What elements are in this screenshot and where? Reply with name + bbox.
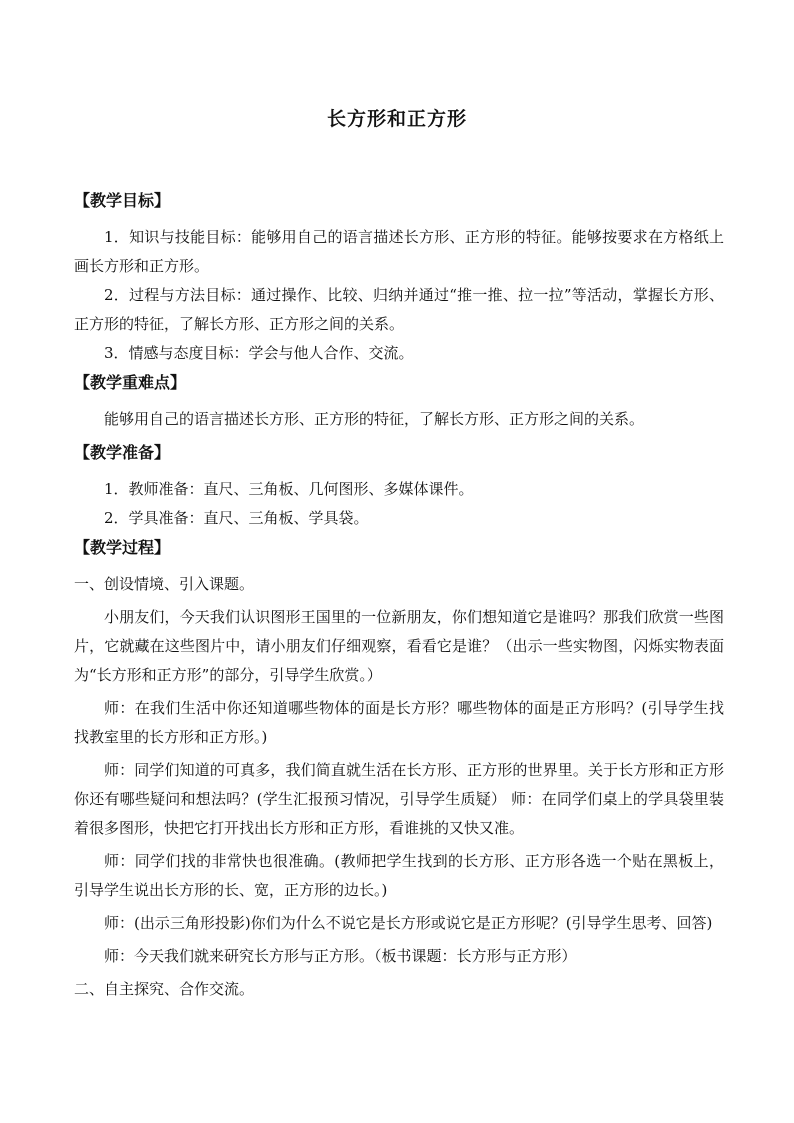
goal-item-2: 2．过程与方法目标：通过操作、比较、归纳并通过“推一推、拉一拉”等活动，掌握长方形、正方形的特征，了解长方形、正方形之间的关系。 <box>74 286 724 333</box>
process-paragraph-6: 师：今天我们就来研究长方形与正方形。（板书课题：长方形与正方形） <box>104 947 577 965</box>
preparation-item-1: 1．教师准备：直尺、三角板、几何图形、多媒体课件。 <box>104 480 474 498</box>
section-heading-goals: 【教学目标】 <box>74 191 171 210</box>
preparation-item-2: 2．学具准备：直尺、三角板、学具袋。 <box>104 509 369 527</box>
document-body <box>74 186 724 1004</box>
process-step-1-title: 一、创设情境、引入课题。 <box>74 575 255 593</box>
goal-item-3: 3．情感与态度目标：学会与他人合作、交流。 <box>104 344 414 362</box>
document-title: 长方形和正方形 <box>326 108 467 130</box>
section-heading-process: 【教学过程】 <box>74 538 171 557</box>
process-paragraph-5: 师：(出示三角形投影)你们为什么不说它是长方形或说它是正方形呢？(引导学生思考、回答) <box>104 914 713 932</box>
section-heading-preparation: 【教学准备】 <box>74 443 171 462</box>
section-heading-key-points: 【教学重难点】 <box>74 373 187 392</box>
key-points-text: 能够用自己的语言描述长方形、正方形的特征，了解长方形、正方形之间的关系。 <box>104 410 645 428</box>
process-paragraph-2: 师：在我们生活中你还知道哪些物体的面是长方形？哪些物体的面是正方形吗？(引导学生找找教室里的长方形和正方形。) <box>74 699 724 746</box>
process-paragraph-4: 师：同学们找的非常快也很准确。(教师把学生找到的长方形、正方形各选一个贴在黑板上，引导学生说出长方形的长、宽，正方形的边长。) <box>74 852 724 899</box>
process-step-2-title: 二、自主探究、合作交流。 <box>74 980 255 998</box>
process-paragraph-1: 小朋友们，今天我们认识图形王国里的一位新朋友，你们想知道它是谁吗？那我们欣赏一些图片，它就藏在这些图片中，请小朋友们仔细观察，看看它是谁？（出示一些实物图，闪烁实物表面为“长方形和正方形”的部分，引导学生欣赏。） <box>74 608 724 684</box>
goal-item-1: 1．知识与技能目标：能够用自己的语言描述长方形、正方形的特征。能够按要求在方格纸上画长方形和正方形。 <box>74 228 724 275</box>
process-paragraph-3: 师：同学们知道的可真多，我们简直就生活在长方形、正方形的世界里。关于长方形和正方形你还有哪些疑问和想法吗？(学生汇报预习情况，引导学生质疑） 师：在同学们桌上的学具袋里装着很多图形，快把它打开找出长方形和正方形，看谁挑的又快又准。 <box>74 761 724 837</box>
